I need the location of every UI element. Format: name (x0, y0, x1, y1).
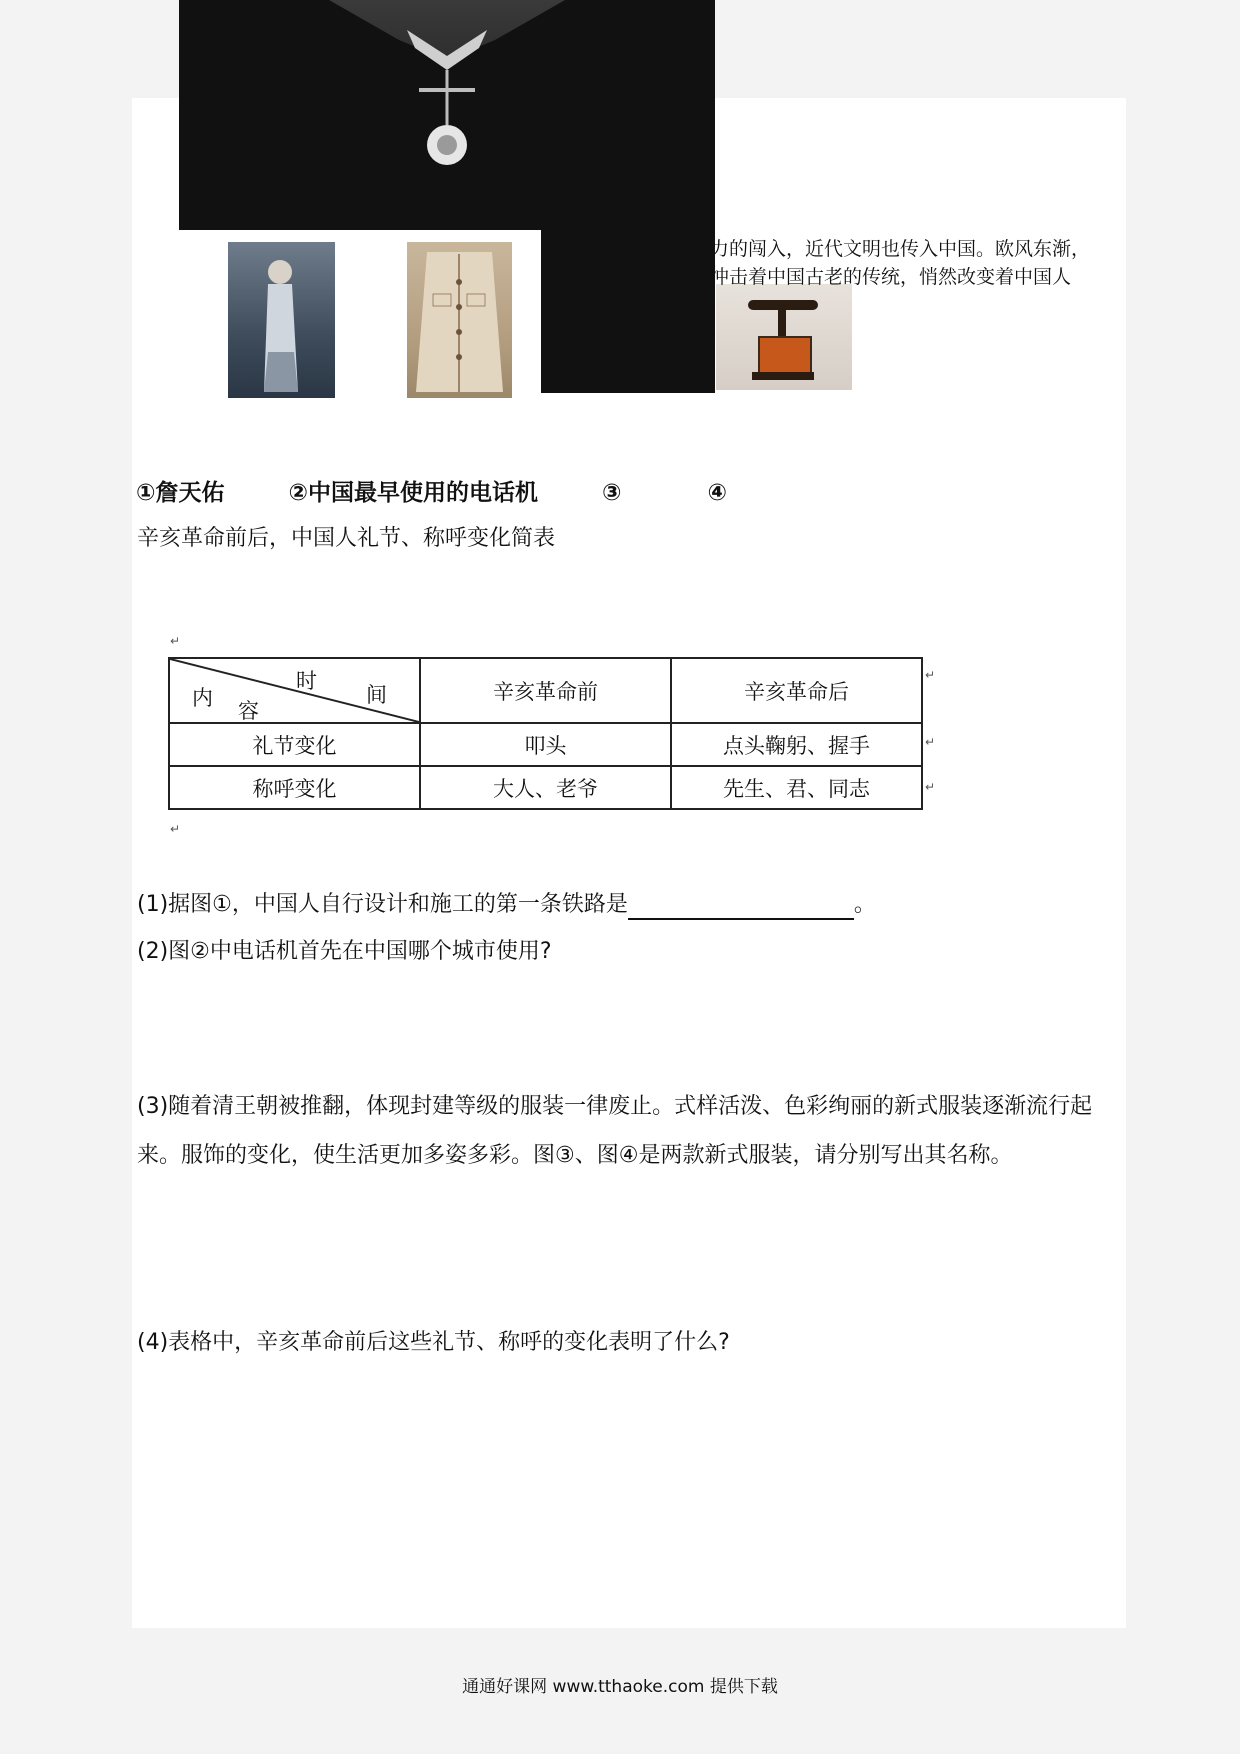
caption-item1: ①詹天佑 (136, 480, 225, 506)
table-corner-header (169, 658, 420, 723)
figure-captions (136, 474, 727, 507)
question-2: (2)图②中电话机首先在中国哪个城市使用? (137, 939, 552, 964)
telephone-base (752, 372, 814, 380)
qipao-figure-graphic (228, 242, 335, 398)
suit-graphic (407, 242, 512, 398)
corner-time-a: 时 (296, 669, 317, 693)
table-row (169, 723, 922, 766)
answer-blank[interactable] (628, 896, 854, 920)
row-label: 称呼变化 (169, 766, 420, 809)
return-mark: ↵ (170, 634, 181, 648)
zhongshan-suit-photo (407, 242, 512, 398)
corner-content-a: 内 (192, 686, 213, 710)
return-mark: ↵ (925, 668, 936, 682)
intro-text-line2: 冲击着中国古老的传统，悄然改变着中国人 (710, 266, 1072, 288)
header-before: 辛亥革命前 (420, 658, 671, 723)
row-after: 先生、君、同志 (671, 766, 922, 809)
telephone-stand (778, 308, 786, 338)
intro-text-line1: 力的闯入，近代文明也传入中国。欧风东渐， (710, 238, 1091, 260)
row-before: 大人、老爷 (420, 766, 671, 809)
question-1-end: 。 (853, 892, 876, 917)
return-mark: ↵ (170, 822, 181, 836)
caption-item2: ②中国最早使用的电话机 (288, 480, 538, 506)
question-3: (3)随着清王朝被推翻，体现封建等级的服装一律废止。式样活泼、色彩绚丽的新式服装逐渐流行起来。服饰的变化，使生活更加多姿多彩。图③、图④是两款新式服装，请分别写出其名称。 (137, 1094, 1093, 1168)
page-footer: 通通好课网 www.tthaoke.com 提供下载 (462, 1677, 778, 1697)
return-mark: ↵ (925, 780, 936, 794)
caption-item3: ③ (602, 480, 622, 506)
etiquette-table (168, 657, 923, 810)
return-mark: ↵ (925, 735, 936, 749)
corner-content-b: 容 (238, 699, 259, 723)
row-label: 礼节变化 (169, 723, 420, 766)
table-title: 辛亥革命前后，中国人礼节、称呼变化简表 (137, 526, 556, 551)
corner-time-b: 间 (366, 683, 387, 707)
qipao-photo (228, 242, 335, 398)
question-4: (4)表格中，辛亥革命前后这些礼节、称呼的变化表明了什么? (137, 1330, 730, 1355)
header-after: 辛亥革命后 (671, 658, 922, 723)
question-1-text: (1)据图①，中国人自行设计和施工的第一条铁路是 (137, 892, 628, 917)
table-row (169, 766, 922, 809)
row-after: 点头鞠躬、握手 (671, 723, 922, 766)
telephone-body (758, 336, 812, 374)
row-before: 叩头 (420, 723, 671, 766)
caption-item4: ④ (707, 480, 728, 506)
question-1 (137, 890, 876, 920)
